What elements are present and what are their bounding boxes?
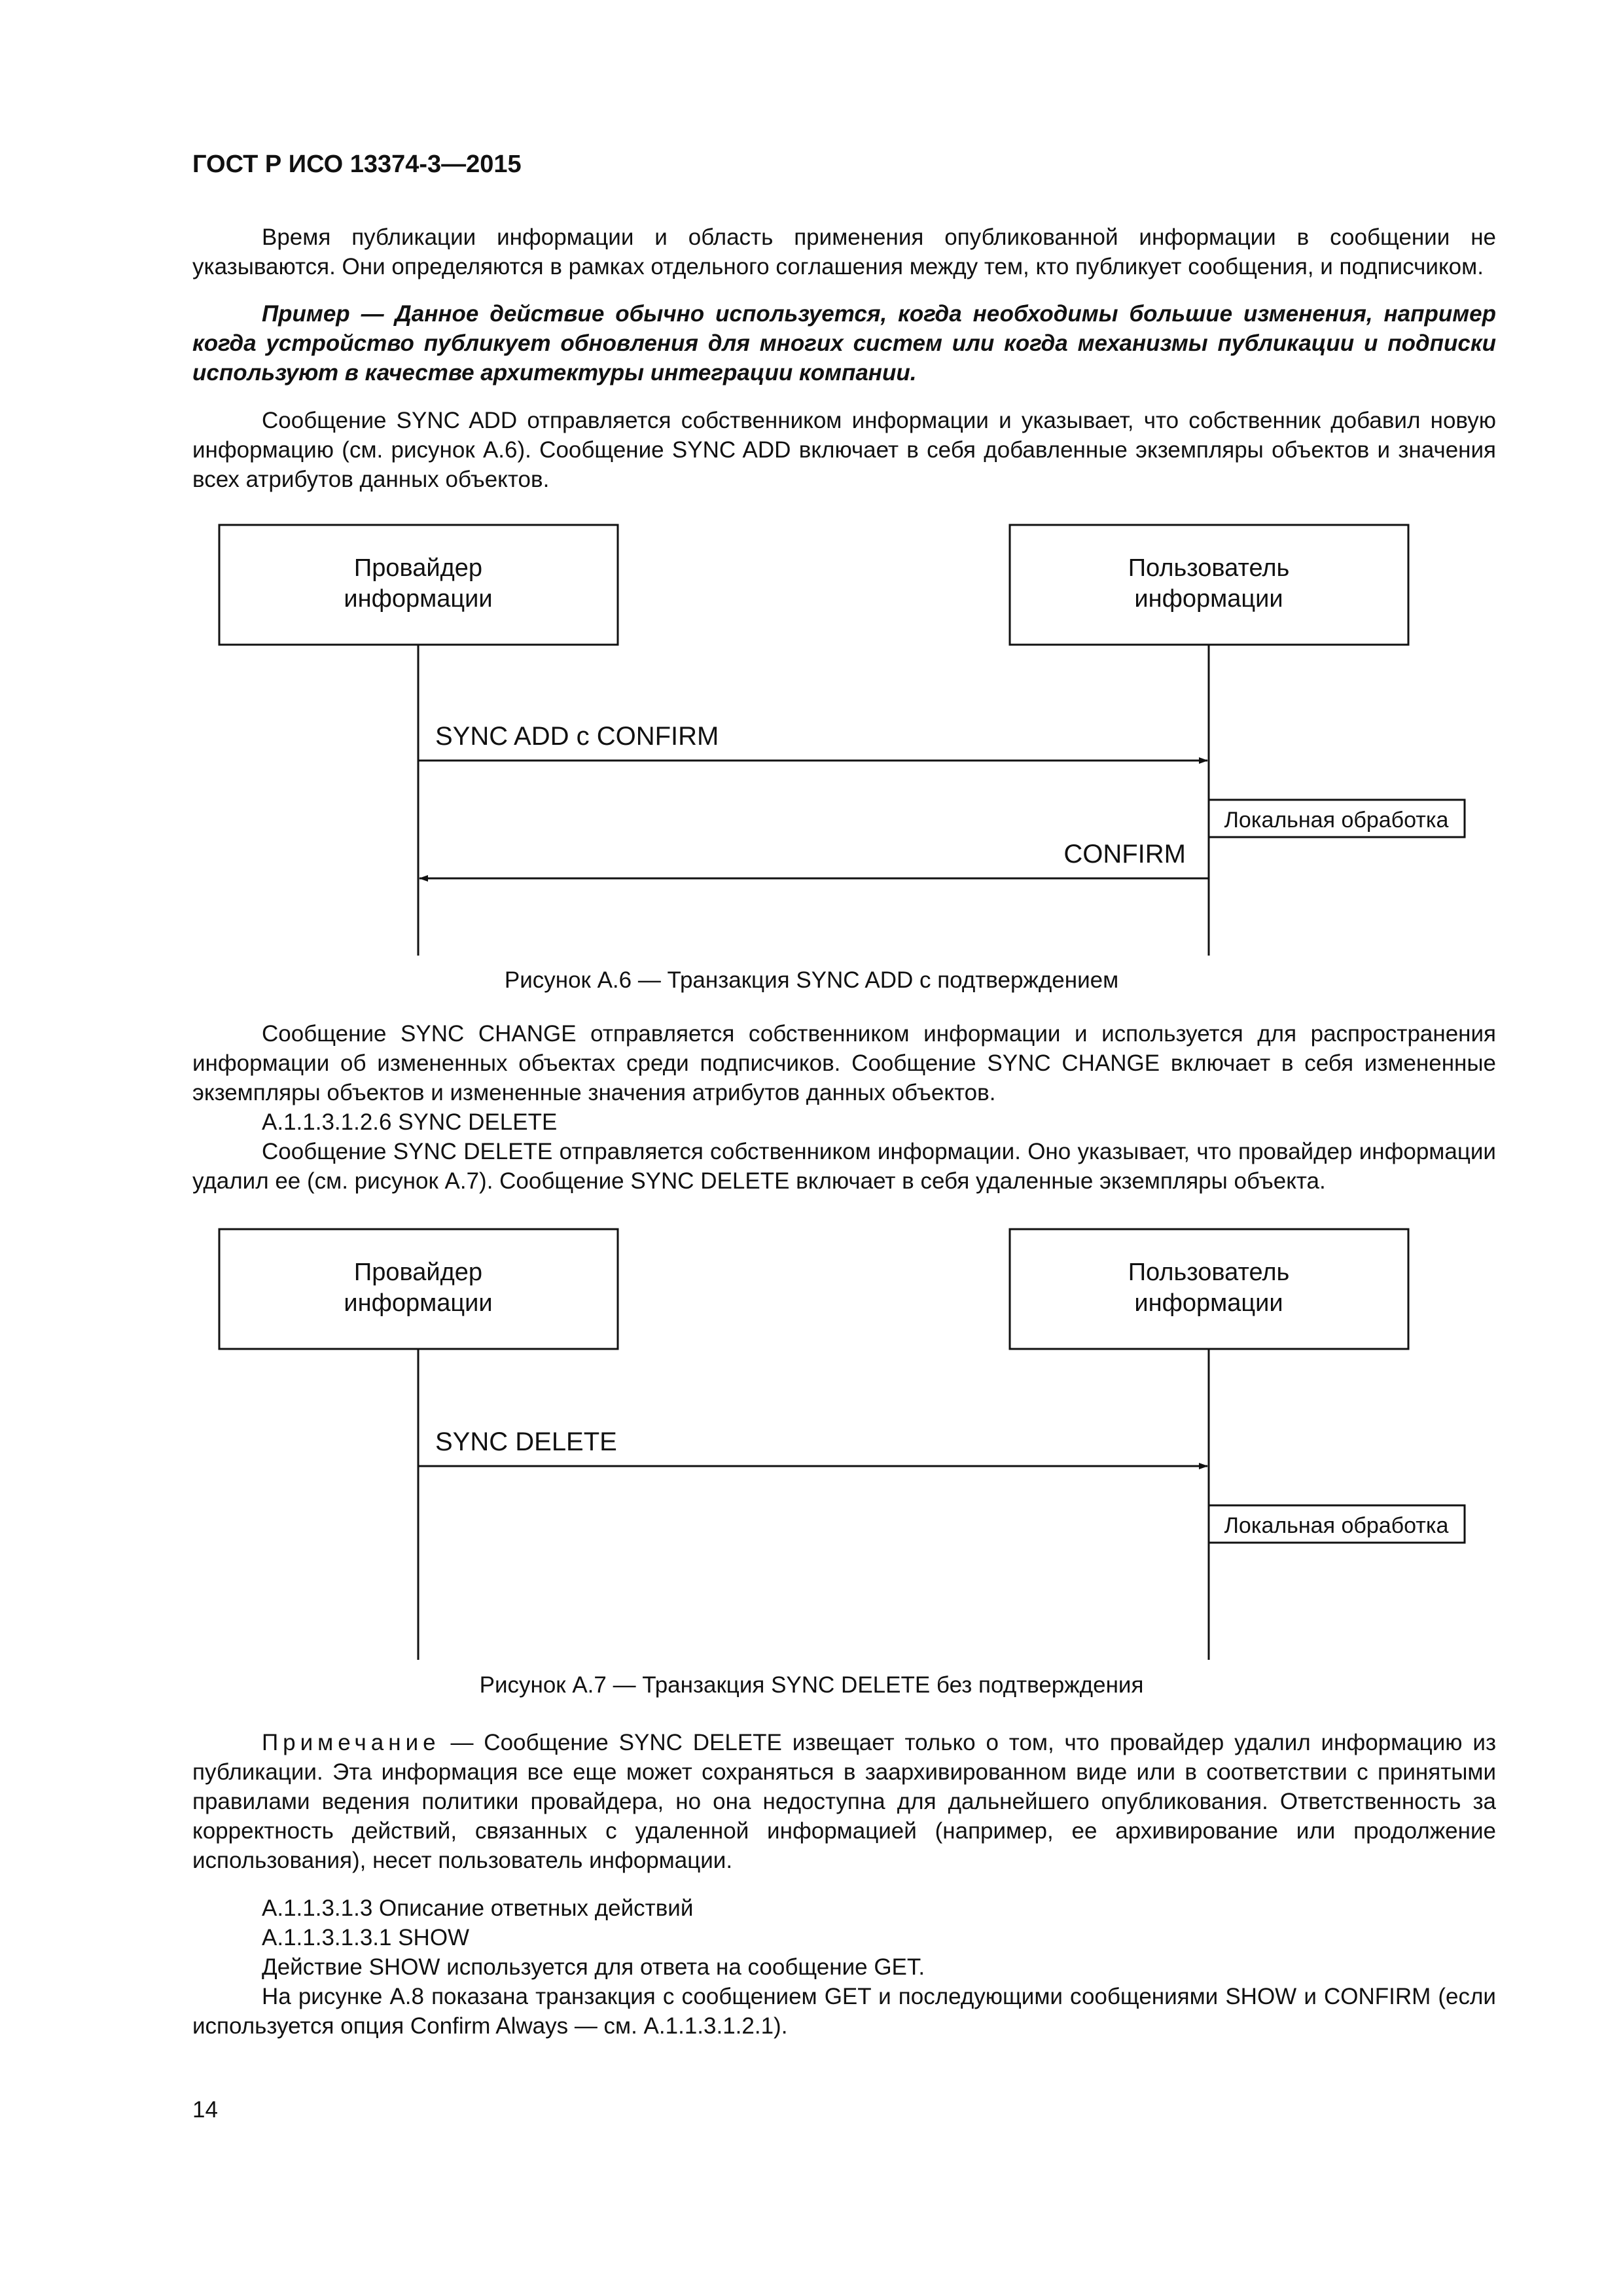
figure-a7-sequence-diagram <box>0 1221 1623 1666</box>
example-paragraph: Пример — Данное действие обычно используется, когда необходимы большие изменения, например когда устройство публикует обновления для многих систем или когда механизмы публикации и подписки используют в качестве архитектуры интеграции компании. <box>192 301 1496 386</box>
figure-a7-caption: Рисунок А.7 — Транзакция SYNC DELETE без подтверждения <box>479 1672 1144 1698</box>
document-header: ГОСТ Р ИСО 13374-3—2015 <box>192 151 522 178</box>
paragraph-figure-a8-ref: На рисунке А.8 показана транзакция с сообщением GET и последующими сообщениями SHOW и CONFIRM (если используется опция Confirm Always — см. А.1.1.3.1.2.1). <box>192 1984 1496 2039</box>
local-processing-label: Локальная обработка <box>1224 808 1449 833</box>
section-heading-sync-delete: А.1.1.3.1.2.6 SYNC DELETE <box>262 1109 558 1135</box>
figure-a6-caption: Рисунок А.6 — Транзакция SYNC ADD с подтверждением <box>504 967 1119 993</box>
note-text: — Сообщение SYNC DELETE извещает только о том, что провайдер удалил информацию из публикации. Эта информация все еще может сохраняться в заархивированном виде или в соответствии с принятыми правилами ведения политики провайдера, но она недоступна для дальнейшего опубликования. Ответственность за корректность действий, связанных с удаленной информацией (например, ее архивирование или продолжение использования), несет пользователь информации. <box>192 1730 1496 1873</box>
local-processing-label: Локальная обработка <box>1224 1513 1449 1538</box>
sync-add-message-label: SYNC ADD с CONFIRM <box>435 722 719 751</box>
provider-label-line2: информации <box>344 585 493 613</box>
paragraph-sync-delete: Сообщение SYNC DELETE отправляется собственником информации. Оно указывает, что провайдер информации удалил ее (см. рисунок А.7). Сообщение SYNC DELETE включает в себя удаленные экземпляры объекта. <box>192 1139 1496 1194</box>
section-heading-show: А.1.1.3.1.3.1 SHOW <box>262 1925 470 1950</box>
section-heading-response: А.1.1.3.1.3 Описание ответных действий <box>262 1895 694 1921</box>
paragraph-sync-add: Сообщение SYNC ADD отправляется собственником информации и указывает, что собственник добавил новую информацию (см. рисунок А.6). Сообщение SYNC ADD включает в себя добавленные экземпляры объектов и значения всех атрибутов данных объектов. <box>192 408 1496 492</box>
note-label: Примечание <box>262 1730 440 1755</box>
user-label-line1: Пользователь <box>1128 554 1290 582</box>
user-label-line2: информации <box>1134 1289 1283 1317</box>
paragraph-publication-time: Время публикации информации и область применения опубликованной информации в сообщении не указываются. Они определяются в рамках отдельного соглашения между тем, кто публикует сообщения, и подписчиком. <box>192 224 1496 279</box>
provider-label-line1: Провайдер <box>353 554 483 582</box>
paragraph-sync-change: Сообщение SYNC CHANGE отправляется собственником информации и используется для распространения информации об измененных объектах среди подписчиков. Сообщение SYNC CHANGE включает в себя измененные экземпляры объектов и измененные значения атрибутов данных объектов. <box>192 1021 1496 1105</box>
sync-delete-message-label: SYNC DELETE <box>435 1427 617 1456</box>
paragraph-show: Действие SHOW используется для ответа на сообщение GET. <box>262 1954 925 1980</box>
page-number: 14 <box>192 2097 218 2123</box>
note-paragraph <box>192 1728 1496 1875</box>
provider-label-line2: информации <box>344 1289 493 1317</box>
confirm-message-label: CONFIRM <box>1063 840 1186 869</box>
provider-label-line1: Провайдер <box>353 1259 483 1286</box>
user-label-line1: Пользователь <box>1128 1259 1290 1286</box>
user-label-line2: информации <box>1134 585 1283 613</box>
figure-a6-sequence-diagram <box>0 517 1623 969</box>
